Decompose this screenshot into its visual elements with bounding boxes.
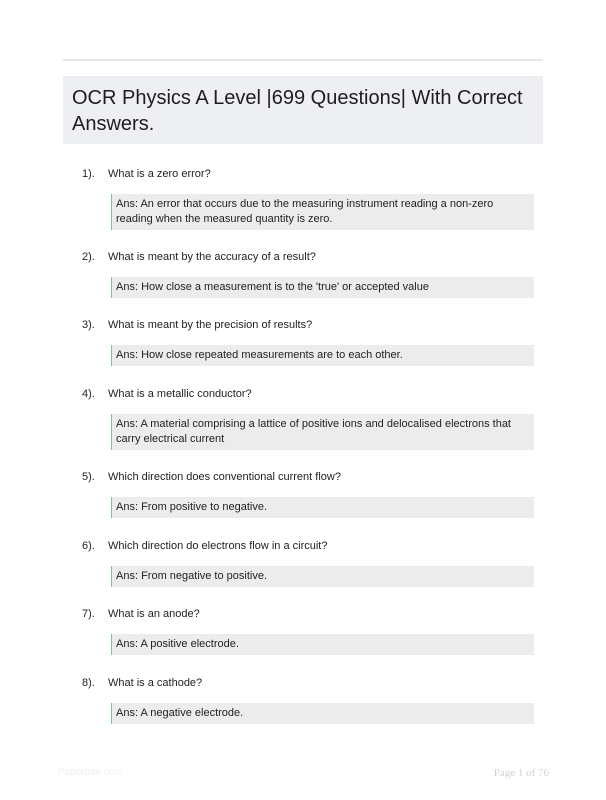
question-text: Which direction do electrons flow in a circuit? (108, 540, 328, 552)
question-number: 2). (82, 251, 95, 263)
question-text: What is a zero error? (108, 168, 211, 180)
question-number: 6). (82, 540, 95, 552)
question-number: 5). (82, 471, 95, 483)
question-text: What is a cathode? (108, 677, 203, 689)
question-text: Which direction does conventional current flow? (108, 471, 341, 483)
answer-box: Ans: A material comprising a lattice of positive ions and delocalised electrons that carry electrical current (111, 414, 534, 450)
qa-item-1 (82, 167, 534, 230)
question-number: 1). (82, 168, 95, 180)
question-text: What is meant by the accuracy of a result? (108, 251, 316, 263)
qa-item-6 (82, 539, 534, 587)
answer-box: Ans: A negative electrode. (111, 703, 534, 724)
top-divider (63, 59, 543, 61)
answer-box: Ans: A positive electrode. (111, 634, 534, 655)
qa-item-7 (82, 607, 534, 655)
qa-item-4 (82, 387, 534, 450)
document-title: OCR Physics A Level |699 Questions| With Correct Answers. (72, 87, 523, 135)
question-number: 3). (82, 319, 95, 331)
question-number: 7). (82, 608, 95, 620)
question-text: What is a metallic conductor? (108, 388, 252, 400)
qa-item-2 (82, 250, 534, 298)
answer-box: Ans: From negative to positive. (111, 566, 534, 587)
question-text: What is meant by the precision of results? (108, 319, 313, 331)
question-number: 4). (82, 388, 95, 400)
answer-box: Ans: From positive to negative. (111, 497, 534, 518)
qa-item-8 (82, 676, 534, 724)
question-text: What is an anode? (108, 608, 200, 620)
qa-item-3 (82, 318, 534, 366)
answer-box: Ans: How close a measurement is to the 'true' or accepted value (111, 277, 534, 298)
answer-box: Ans: How close repeated measurements are to each other. (111, 345, 534, 366)
question-number: 8). (82, 677, 95, 689)
title-banner (63, 76, 543, 144)
qa-item-5 (82, 470, 534, 518)
page-number: Page 1 of 76 (493, 767, 549, 779)
footer-watermark: Paperbite.com (58, 767, 123, 778)
answer-box: Ans: An error that occurs due to the measuring instrument reading a non-zero reading when the measured quantity is zero. (111, 194, 534, 230)
